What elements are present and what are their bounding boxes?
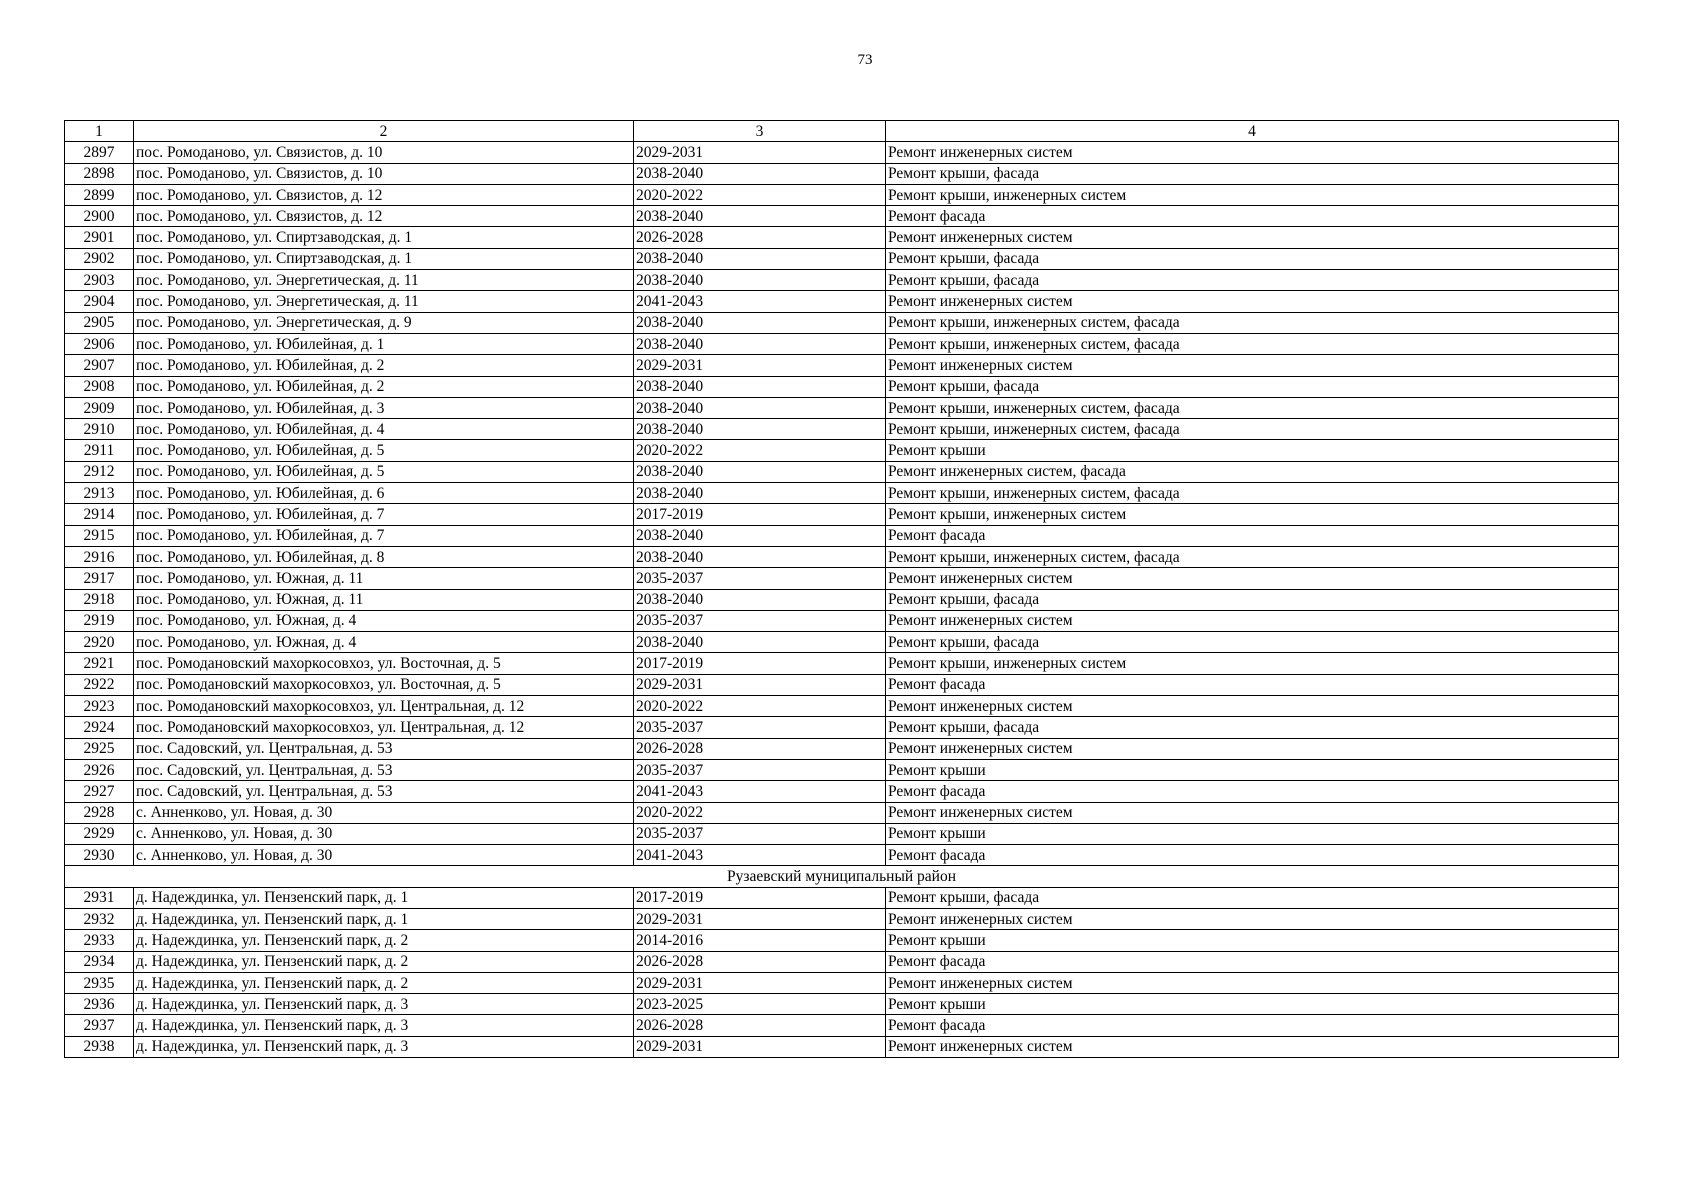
table-row [65, 823, 1619, 844]
work-type-cell: Ремонт крыши, инженерных систем, фасада [886, 483, 1619, 504]
table-row [65, 355, 1619, 376]
work-type-cell: Ремонт крыши, инженерных систем [886, 653, 1619, 674]
work-type-cell: Ремонт инженерных систем [886, 738, 1619, 759]
period-cell: 2041-2043 [634, 845, 886, 866]
table-row [65, 248, 1619, 269]
work-type-cell: Ремонт фасада [886, 206, 1619, 227]
work-type-cell: Ремонт крыши [886, 759, 1619, 780]
address-cell: с. Анненково, ул. Новая, д. 30 [134, 802, 634, 823]
period-cell: 2038-2040 [634, 163, 886, 184]
rows-before-section [65, 142, 1619, 866]
address-cell: пос. Садовский, ул. Центральная, д. 53 [134, 759, 634, 780]
period-cell: 2026-2028 [634, 227, 886, 248]
row-number: 2936 [65, 994, 134, 1015]
period-cell: 2017-2019 [634, 887, 886, 908]
period-cell: 2035-2037 [634, 759, 886, 780]
column-number-header-row [65, 121, 1619, 142]
row-number: 2900 [65, 206, 134, 227]
period-cell: 2029-2031 [634, 972, 886, 993]
row-number: 2933 [65, 930, 134, 951]
address-cell: пос. Ромоданово, ул. Юбилейная, д. 5 [134, 461, 634, 482]
period-cell: 2041-2043 [634, 781, 886, 802]
repair-schedule-table [64, 120, 1619, 1058]
address-cell: пос. Ромодановский махоркосовхоз, ул. Центральная, д. 12 [134, 696, 634, 717]
period-cell: 2041-2043 [634, 291, 886, 312]
page-number: 73 [857, 52, 873, 68]
row-number: 2929 [65, 823, 134, 844]
row-number: 2911 [65, 440, 134, 461]
period-cell: 2035-2037 [634, 568, 886, 589]
address-cell: д. Надеждинка, ул. Пензенский парк, д. 3 [134, 994, 634, 1015]
address-cell: пос. Садовский, ул. Центральная, д. 53 [134, 781, 634, 802]
row-number: 2916 [65, 546, 134, 567]
work-type-cell: Ремонт фасада [886, 525, 1619, 546]
address-cell: д. Надеждинка, ул. Пензенский парк, д. 1 [134, 908, 634, 929]
work-type-cell: Ремонт крыши, фасада [886, 717, 1619, 738]
work-type-cell: Ремонт фасада [886, 781, 1619, 802]
table-row [65, 632, 1619, 653]
address-cell: пос. Ромоданово, ул. Энергетическая, д. 9 [134, 312, 634, 333]
period-cell: 2038-2040 [634, 397, 886, 418]
row-number: 2897 [65, 142, 134, 163]
work-type-cell: Ремонт крыши, инженерных систем, фасада [886, 333, 1619, 354]
table-row [65, 525, 1619, 546]
work-type-cell: Ремонт фасада [886, 1015, 1619, 1036]
work-type-cell: Ремонт фасада [886, 845, 1619, 866]
period-cell: 2038-2040 [634, 632, 886, 653]
work-type-cell: Ремонт инженерных систем [886, 355, 1619, 376]
row-number: 2934 [65, 951, 134, 972]
row-number: 2928 [65, 802, 134, 823]
address-cell: пос. Садовский, ул. Центральная, д. 53 [134, 738, 634, 759]
work-type-cell: Ремонт крыши [886, 930, 1619, 951]
column-header-4: 4 [886, 121, 1619, 142]
period-cell: 2038-2040 [634, 461, 886, 482]
table-row [65, 163, 1619, 184]
table-row [65, 717, 1619, 738]
row-number: 2919 [65, 610, 134, 631]
work-type-cell: Ремонт инженерных систем [886, 610, 1619, 631]
row-number: 2920 [65, 632, 134, 653]
address-cell: пос. Ромоданово, ул. Юбилейная, д. 2 [134, 355, 634, 376]
row-number: 2938 [65, 1036, 134, 1057]
work-type-cell: Ремонт инженерных систем [886, 291, 1619, 312]
address-cell: пос. Ромоданово, ул. Южная, д. 4 [134, 632, 634, 653]
work-type-cell: Ремонт крыши, фасада [886, 270, 1619, 291]
section-row [65, 866, 1619, 887]
address-cell: пос. Ромоданово, ул. Южная, д. 11 [134, 589, 634, 610]
period-cell: 2035-2037 [634, 717, 886, 738]
table-row [65, 1036, 1619, 1057]
table-row [65, 802, 1619, 823]
table-row [65, 994, 1619, 1015]
address-cell: д. Надеждинка, ул. Пензенский парк, д. 2 [134, 951, 634, 972]
address-cell: пос. Ромоданово, ул. Связистов, д. 12 [134, 184, 634, 205]
row-number: 2903 [65, 270, 134, 291]
work-type-cell: Ремонт фасада [886, 951, 1619, 972]
row-number: 2906 [65, 333, 134, 354]
table-row [65, 440, 1619, 461]
table-row [65, 184, 1619, 205]
address-cell: пос. Ромоданово, ул. Спиртзаводская, д. 1 [134, 227, 634, 248]
row-number: 2899 [65, 184, 134, 205]
row-number: 2909 [65, 397, 134, 418]
table-row [65, 333, 1619, 354]
address-cell: д. Надеждинка, ул. Пензенский парк, д. 3 [134, 1015, 634, 1036]
work-type-cell: Ремонт инженерных систем [886, 908, 1619, 929]
work-type-cell: Ремонт крыши, инженерных систем, фасада [886, 419, 1619, 440]
table-row [65, 972, 1619, 993]
period-cell: 2029-2031 [634, 355, 886, 376]
row-number: 2935 [65, 972, 134, 993]
address-cell: пос. Ромоданово, ул. Связистов, д. 10 [134, 142, 634, 163]
work-type-cell: Ремонт фасада [886, 674, 1619, 695]
table-row [65, 781, 1619, 802]
row-number: 2922 [65, 674, 134, 695]
work-type-cell: Ремонт инженерных систем [886, 972, 1619, 993]
row-number: 2921 [65, 653, 134, 674]
rows-after-section [65, 887, 1619, 1057]
address-cell: с. Анненково, ул. Новая, д. 30 [134, 823, 634, 844]
period-cell: 2038-2040 [634, 312, 886, 333]
period-cell: 2020-2022 [634, 440, 886, 461]
row-number: 2912 [65, 461, 134, 482]
period-cell: 2029-2031 [634, 674, 886, 695]
work-type-cell: Ремонт инженерных систем [886, 802, 1619, 823]
work-type-cell: Ремонт крыши, инженерных систем, фасада [886, 397, 1619, 418]
row-number: 2901 [65, 227, 134, 248]
work-type-cell: Ремонт инженерных систем [886, 568, 1619, 589]
address-cell: пос. Ромоданово, ул. Юбилейная, д. 5 [134, 440, 634, 461]
column-header-3: 3 [634, 121, 886, 142]
address-cell: пос. Ромоданово, ул. Юбилейная, д. 7 [134, 525, 634, 546]
work-type-cell: Ремонт крыши [886, 994, 1619, 1015]
period-cell: 2038-2040 [634, 546, 886, 567]
period-cell: 2038-2040 [634, 419, 886, 440]
table-row [65, 951, 1619, 972]
address-cell: пос. Ромодановский махоркосовхоз, ул. Центральная, д. 12 [134, 717, 634, 738]
address-cell: пос. Ромодановский махоркосовхоз, ул. Восточная, д. 5 [134, 674, 634, 695]
address-cell: с. Анненково, ул. Новая, д. 30 [134, 845, 634, 866]
row-number: 2914 [65, 504, 134, 525]
address-cell: д. Надеждинка, ул. Пензенский парк, д. 3 [134, 1036, 634, 1057]
row-number: 2898 [65, 163, 134, 184]
work-type-cell: Ремонт крыши, инженерных систем [886, 184, 1619, 205]
table-row [65, 483, 1619, 504]
table-row [65, 312, 1619, 333]
period-cell: 2038-2040 [634, 333, 886, 354]
table-row [65, 930, 1619, 951]
address-cell: д. Надеждинка, ул. Пензенский парк, д. 1 [134, 887, 634, 908]
row-number: 2904 [65, 291, 134, 312]
work-type-cell: Ремонт крыши [886, 823, 1619, 844]
row-number: 2907 [65, 355, 134, 376]
table-row [65, 568, 1619, 589]
table-row [65, 610, 1619, 631]
column-header-1: 1 [65, 121, 134, 142]
row-number: 2926 [65, 759, 134, 780]
work-type-cell: Ремонт крыши, фасада [886, 589, 1619, 610]
table-row [65, 206, 1619, 227]
period-cell: 2026-2028 [634, 738, 886, 759]
work-type-cell: Ремонт крыши, фасада [886, 632, 1619, 653]
period-cell: 2038-2040 [634, 248, 886, 269]
row-number: 2910 [65, 419, 134, 440]
row-number: 2917 [65, 568, 134, 589]
period-cell: 2038-2040 [634, 589, 886, 610]
work-type-cell: Ремонт крыши, инженерных систем [886, 504, 1619, 525]
table-row [65, 738, 1619, 759]
period-cell: 2029-2031 [634, 1036, 886, 1057]
address-cell: пос. Ромоданово, ул. Юбилейная, д. 4 [134, 419, 634, 440]
section-header-body [65, 866, 1619, 887]
row-number: 2937 [65, 1015, 134, 1036]
address-cell: пос. Ромоданово, ул. Связистов, д. 12 [134, 206, 634, 227]
row-number: 2925 [65, 738, 134, 759]
period-cell: 2038-2040 [634, 376, 886, 397]
address-cell: пос. Ромодановский махоркосовхоз, ул. Восточная, д. 5 [134, 653, 634, 674]
work-type-cell: Ремонт инженерных систем, фасада [886, 461, 1619, 482]
period-cell: 2023-2025 [634, 994, 886, 1015]
row-number: 2915 [65, 525, 134, 546]
table-row [65, 461, 1619, 482]
period-cell: 2026-2028 [634, 1015, 886, 1036]
table-row [65, 397, 1619, 418]
table-row [65, 419, 1619, 440]
period-cell: 2038-2040 [634, 525, 886, 546]
table-row [65, 845, 1619, 866]
row-number: 2930 [65, 845, 134, 866]
table-row [65, 908, 1619, 929]
row-number: 2908 [65, 376, 134, 397]
work-type-cell: Ремонт инженерных систем [886, 142, 1619, 163]
address-cell: пос. Ромоданово, ул. Связистов, д. 10 [134, 163, 634, 184]
work-type-cell: Ремонт крыши, фасада [886, 376, 1619, 397]
row-number: 2905 [65, 312, 134, 333]
work-type-cell: Ремонт крыши, инженерных систем, фасада [886, 312, 1619, 333]
table-row [65, 270, 1619, 291]
table-row [65, 653, 1619, 674]
row-number: 2923 [65, 696, 134, 717]
work-type-cell: Ремонт крыши, фасада [886, 887, 1619, 908]
table-row [65, 589, 1619, 610]
table-row [65, 759, 1619, 780]
period-cell: 2029-2031 [634, 142, 886, 163]
address-cell: д. Надеждинка, ул. Пензенский парк, д. 2 [134, 930, 634, 951]
table-row [65, 674, 1619, 695]
table-row [65, 376, 1619, 397]
address-cell: пос. Ромоданово, ул. Юбилейная, д. 2 [134, 376, 634, 397]
address-cell: пос. Ромоданово, ул. Южная, д. 11 [134, 568, 634, 589]
period-cell: 2017-2019 [634, 653, 886, 674]
table-row [65, 696, 1619, 717]
period-cell: 2014-2016 [634, 930, 886, 951]
table-row [65, 142, 1619, 163]
work-type-cell: Ремонт крыши, фасада [886, 248, 1619, 269]
address-cell: пос. Ромоданово, ул. Юбилейная, д. 7 [134, 504, 634, 525]
row-number: 2924 [65, 717, 134, 738]
period-cell: 2035-2037 [634, 610, 886, 631]
period-cell: 2038-2040 [634, 270, 886, 291]
work-type-cell: Ремонт крыши, инженерных систем, фасада [886, 546, 1619, 567]
section-title: Рузаевский муниципальный район [65, 866, 1619, 887]
table-row [65, 227, 1619, 248]
row-number: 2931 [65, 887, 134, 908]
work-type-cell: Ремонт крыши [886, 440, 1619, 461]
period-cell: 2029-2031 [634, 908, 886, 929]
address-cell: пос. Ромоданово, ул. Южная, д. 4 [134, 610, 634, 631]
table-row [65, 887, 1619, 908]
period-cell: 2038-2040 [634, 206, 886, 227]
address-cell: пос. Ромоданово, ул. Спиртзаводская, д. 1 [134, 248, 634, 269]
period-cell: 2020-2022 [634, 802, 886, 823]
work-type-cell: Ремонт инженерных систем [886, 1036, 1619, 1057]
address-cell: пос. Ромоданово, ул. Юбилейная, д. 6 [134, 483, 634, 504]
period-cell: 2020-2022 [634, 184, 886, 205]
address-cell: пос. Ромоданово, ул. Энергетическая, д. 11 [134, 270, 634, 291]
work-type-cell: Ремонт инженерных систем [886, 696, 1619, 717]
address-cell: д. Надеждинка, ул. Пензенский парк, д. 2 [134, 972, 634, 993]
row-number: 2927 [65, 781, 134, 802]
row-number: 2932 [65, 908, 134, 929]
period-cell: 2017-2019 [634, 504, 886, 525]
table-row [65, 1015, 1619, 1036]
work-type-cell: Ремонт крыши, фасада [886, 163, 1619, 184]
period-cell: 2035-2037 [634, 823, 886, 844]
row-number: 2913 [65, 483, 134, 504]
address-cell: пос. Ромоданово, ул. Юбилейная, д. 3 [134, 397, 634, 418]
row-number: 2918 [65, 589, 134, 610]
row-number: 2902 [65, 248, 134, 269]
column-header-2: 2 [134, 121, 634, 142]
period-cell: 2038-2040 [634, 483, 886, 504]
address-cell: пос. Ромоданово, ул. Энергетическая, д. 11 [134, 291, 634, 312]
table-row [65, 291, 1619, 312]
period-cell: 2026-2028 [634, 951, 886, 972]
address-cell: пос. Ромоданово, ул. Юбилейная, д. 1 [134, 333, 634, 354]
work-type-cell: Ремонт инженерных систем [886, 227, 1619, 248]
address-cell: пос. Ромоданово, ул. Юбилейная, д. 8 [134, 546, 634, 567]
period-cell: 2020-2022 [634, 696, 886, 717]
table-row [65, 546, 1619, 567]
table-row [65, 504, 1619, 525]
